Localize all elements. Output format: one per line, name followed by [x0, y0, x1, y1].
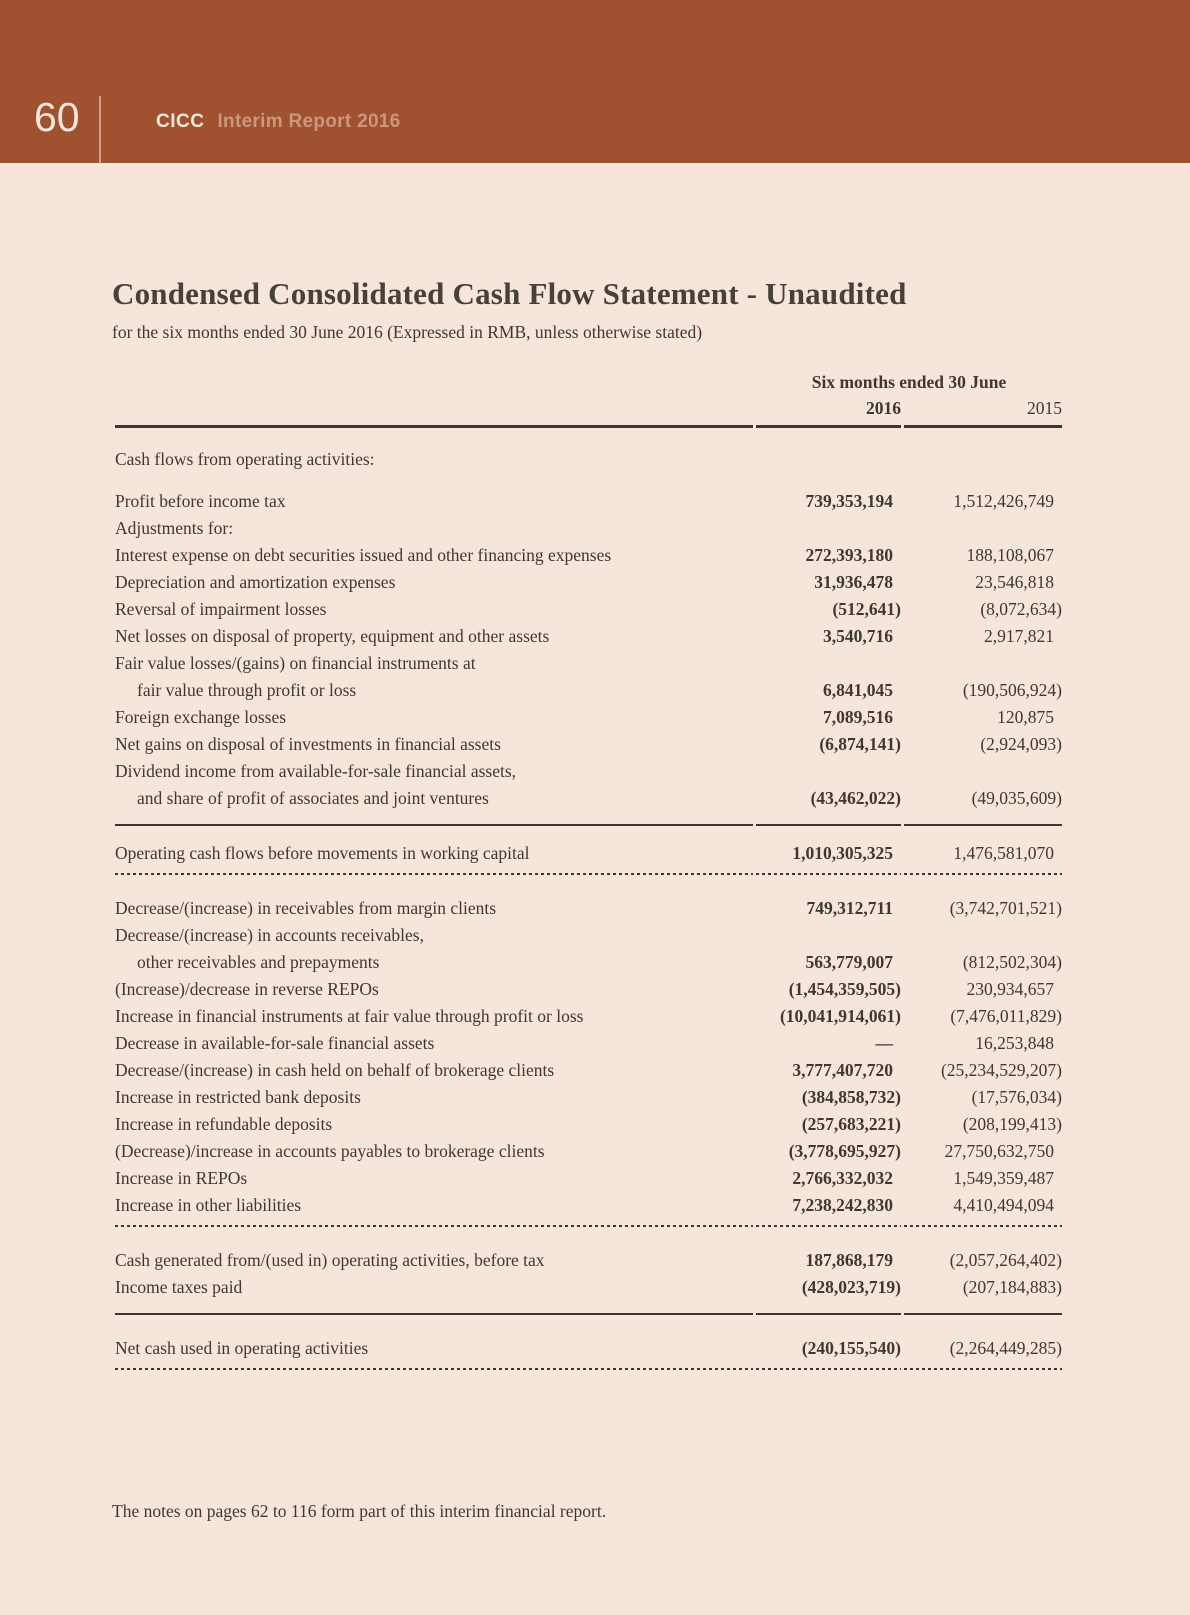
table-row: [115, 1274, 1062, 1315]
value-2015: (208,199,413): [962, 1114, 1062, 1134]
value-2015: [904, 650, 1062, 677]
empty-cell: [904, 428, 1062, 488]
row-label: Dividend income from available-for-sale financial assets,: [115, 761, 517, 781]
row-label: Cash generated from/(used in) operating activities, before tax: [115, 1250, 545, 1270]
value-2016: (384,858,732): [801, 1087, 901, 1107]
row-label: Increase in financial instruments at fair value through profit or loss: [115, 1006, 584, 1026]
value-2015: 188,108,067: [966, 545, 1054, 565]
value-2016: 187,868,179: [805, 1250, 893, 1270]
value-2016: [756, 650, 901, 677]
row-label: other receivables and prepayments: [137, 952, 380, 972]
row-label: Decrease/(increase) in accounts receivables,: [115, 925, 424, 945]
table-row: [115, 1111, 1062, 1138]
table-row: [115, 785, 1062, 826]
section-label: Cash flows from operating activities:: [115, 449, 375, 469]
value-2016: (240,155,540): [756, 1315, 901, 1370]
row-label: Operating cash flows before movements in working capital: [115, 826, 753, 875]
value-2016: [756, 922, 901, 949]
table-row: [115, 704, 1062, 731]
row-label: Increase in other liabilities: [115, 1192, 753, 1227]
value-2015: 4,410,494,094: [904, 1192, 1062, 1227]
table-row: [115, 1003, 1062, 1030]
value-2015: [904, 758, 1062, 785]
value-2015: (2,924,093): [980, 734, 1062, 754]
column-header-2015: 2015: [904, 394, 1062, 428]
total-row: [115, 1315, 1062, 1370]
row-label: Decrease/(increase) in cash held on behalf of brokerage clients: [115, 1060, 555, 1080]
row-label: Decrease/(increase) in receivables from margin clients: [115, 898, 497, 918]
notes-reference: The notes on pages 62 to 116 form part of this interim financial report.: [112, 1501, 607, 1521]
value-2015: (49,035,609): [904, 785, 1062, 826]
row-label: and share of profit of associates and joint ventures: [115, 785, 753, 826]
table-row: [115, 1138, 1062, 1165]
value-2015: (2,057,264,402): [949, 1250, 1062, 1270]
statement-content: [0, 276, 1190, 1522]
year-header-row: [115, 394, 1062, 428]
value-2015: (3,742,701,521): [949, 898, 1062, 918]
table-row: [115, 677, 1062, 704]
value-2015: (8,072,634): [980, 599, 1062, 619]
period-header-row: [115, 370, 1062, 394]
value-2016: 3,540,716: [823, 626, 893, 646]
value-2016: (512,641): [832, 599, 901, 619]
period-header: Six months ended 30 June: [811, 372, 1007, 392]
value-2015: 1,476,581,070: [904, 826, 1062, 875]
value-2016: 739,353,194: [805, 491, 893, 511]
table-row: [115, 1192, 1062, 1227]
value-2016: (10,041,914,061): [779, 1006, 901, 1026]
row-label: Net cash used in operating activities: [115, 1315, 753, 1370]
statement-title: Condensed Consolidated Cash Flow Statement - Unaudited: [112, 276, 907, 311]
row-label: Net losses on disposal of property, equipment and other assets: [115, 626, 550, 646]
value-2015: 120,875: [997, 707, 1054, 727]
value-2015: (207,184,883): [904, 1274, 1062, 1315]
table-row: [115, 976, 1062, 1003]
table-row: [115, 1030, 1062, 1057]
section-header-row: [115, 428, 1062, 488]
header-spacer-cell: [115, 394, 753, 428]
row-label: (Increase)/decrease in reverse REPOs: [115, 979, 379, 999]
header-divider: [99, 96, 101, 163]
value-2016: (6,874,141): [819, 734, 901, 754]
value-2016: [756, 515, 901, 542]
empty-cell: [756, 428, 901, 488]
value-2016: 31,936,478: [814, 572, 893, 592]
value-2015: 2,917,821: [984, 626, 1054, 646]
row-label: Fair value losses/(gains) on financial instruments at: [115, 653, 476, 673]
value-2015: (812,502,304): [962, 952, 1062, 972]
value-2016: (43,462,022): [756, 785, 901, 826]
table-row: [115, 1057, 1062, 1084]
value-2016: —: [875, 1033, 893, 1053]
value-2016: (428,023,719): [756, 1274, 901, 1315]
value-2015: 23,546,818: [975, 572, 1054, 592]
value-2016: (3,778,695,927): [788, 1141, 901, 1161]
column-header-2016: 2016: [756, 394, 901, 428]
row-label: Interest expense on debt securities issued and other financing expenses: [115, 545, 612, 565]
header-title: [156, 111, 401, 134]
value-2015: [904, 515, 1062, 542]
value-2015: 16,253,848: [975, 1033, 1054, 1053]
value-2015: (2,264,449,285): [904, 1315, 1062, 1370]
table-row: [115, 922, 1062, 949]
row-label: fair value through profit or loss: [137, 680, 357, 700]
value-2016: 2,766,332,032: [792, 1168, 893, 1188]
brand-logo-text: CICC: [156, 111, 205, 132]
value-2015: 27,750,632,750: [944, 1141, 1054, 1161]
report-title: Interim Report 2016: [217, 111, 401, 132]
value-2016: (257,683,221): [801, 1114, 901, 1134]
value-2015: (190,506,924): [962, 680, 1062, 700]
value-2016: 1,010,305,325: [756, 826, 901, 875]
subtotal-row: [115, 826, 1062, 875]
row-label: Foreign exchange losses: [115, 707, 287, 727]
value-2015: 230,934,657: [966, 979, 1054, 999]
statement-subtitle: for the six months ended 30 June 2016 (Expressed in RMB, unless otherwise stated): [112, 322, 703, 342]
page-number: 60: [34, 94, 80, 140]
row-label: Profit before income tax: [115, 491, 286, 511]
table-row: [115, 731, 1062, 758]
row-label: (Decrease)/increase in accounts payables to brokerage clients: [115, 1141, 545, 1161]
table-row: [115, 949, 1062, 976]
row-label: Increase in refundable deposits: [115, 1114, 333, 1134]
header-spacer-cell: [115, 370, 753, 394]
table-row: [115, 515, 1062, 542]
page-header-band: [0, 0, 1190, 163]
value-2016: 749,312,711: [806, 898, 893, 918]
row-label: Increase in restricted bank deposits: [115, 1087, 361, 1107]
table-row: [115, 650, 1062, 677]
value-2016: 3,777,407,720: [792, 1060, 893, 1080]
table-row: [115, 569, 1062, 596]
row-label: Decrease in available-for-sale financial assets: [115, 1033, 435, 1053]
row-label: Depreciation and amortization expenses: [115, 572, 396, 592]
table-row: [115, 596, 1062, 623]
value-2016: [756, 758, 901, 785]
row-label: Increase in REPOs: [115, 1168, 248, 1188]
row-label: Net gains on disposal of investments in financial assets: [115, 734, 501, 754]
table-row: [115, 488, 1062, 515]
row-label: Adjustments for:: [115, 518, 234, 538]
value-2016: 7,089,516: [823, 707, 893, 727]
value-2015: (17,576,034): [971, 1087, 1062, 1107]
value-2015: (7,476,011,829): [950, 1006, 1062, 1026]
table-row: [115, 758, 1062, 785]
row-label: Reversal of impairment losses: [115, 599, 327, 619]
table-row: [115, 875, 1062, 922]
table-row: [115, 623, 1062, 650]
cash-flow-table: [112, 370, 1065, 1370]
value-2016: 272,393,180: [805, 545, 893, 565]
table-row: [115, 1165, 1062, 1192]
table-row: [115, 542, 1062, 569]
value-2015: 1,549,359,487: [953, 1168, 1054, 1188]
value-2015: [904, 922, 1062, 949]
value-2015: (25,234,529,207): [940, 1060, 1062, 1080]
value-2015: 1,512,426,749: [953, 491, 1054, 511]
row-label: Income taxes paid: [115, 1274, 753, 1315]
value-2016: 6,841,045: [823, 680, 893, 700]
table-row: [115, 1084, 1062, 1111]
table-row: [115, 1227, 1062, 1274]
value-2016: 7,238,242,830: [756, 1192, 901, 1227]
value-2016: 563,779,007: [805, 952, 893, 972]
value-2016: (1,454,359,505): [788, 979, 901, 999]
